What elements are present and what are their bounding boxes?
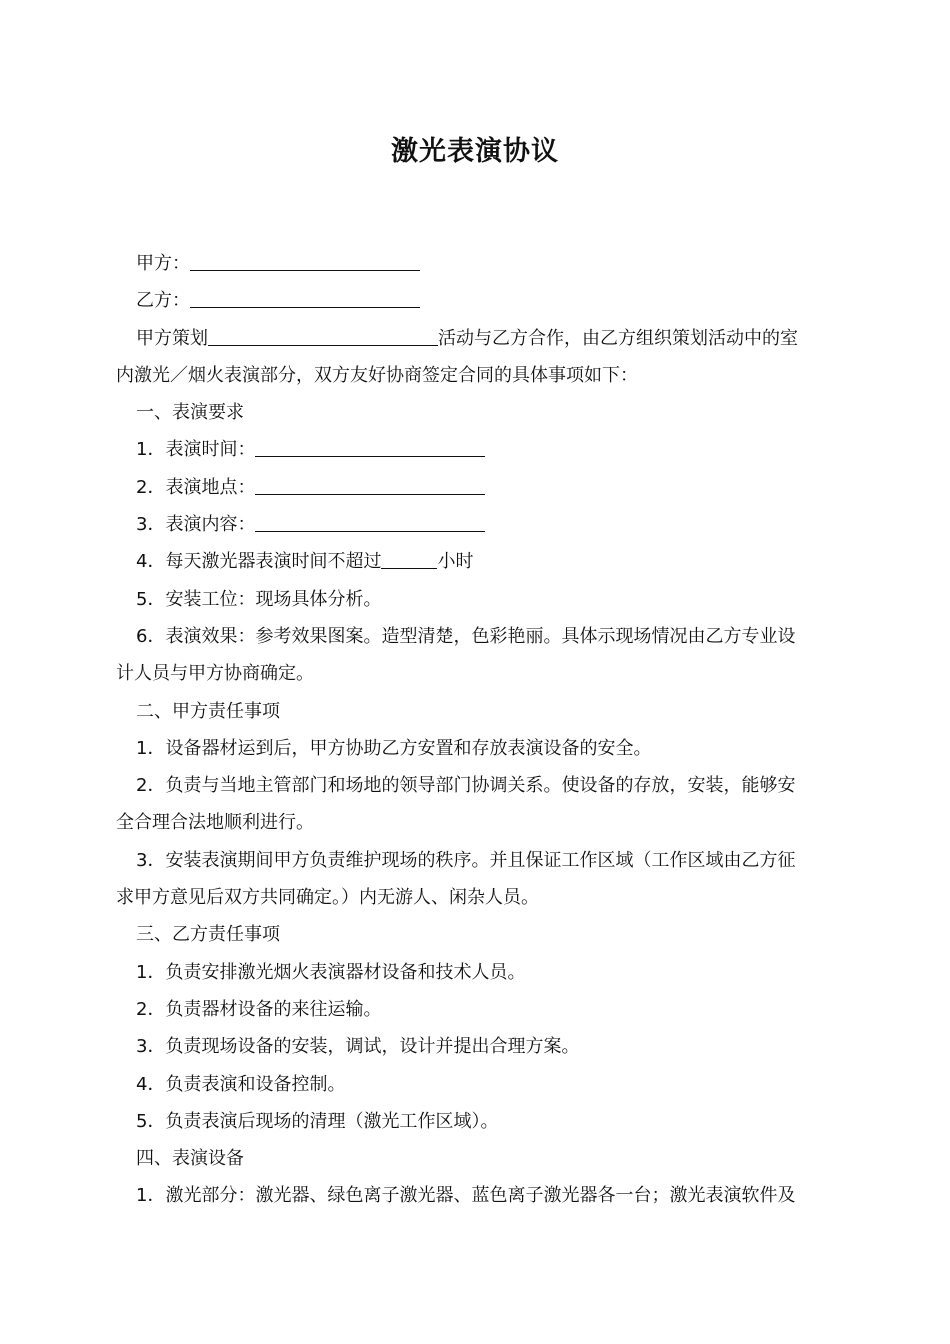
section-3-heading: 三、乙方责任事项 <box>136 924 280 946</box>
party-b-blank[interactable] <box>190 285 420 308</box>
sec1-item1 <box>116 431 836 468</box>
sec1-item2 <box>116 469 836 506</box>
sec1-item4 <box>116 543 836 580</box>
sec1-item2-label: 2．表演地点： <box>136 476 256 498</box>
sec1-item1-label: 1．表演时间： <box>136 439 256 461</box>
sec3-item2: 2．负责器材设备的来往运输。 <box>136 998 382 1020</box>
intro-before: 甲方策划 <box>136 327 208 349</box>
party-a-blank[interactable] <box>190 248 420 271</box>
sec3-item3: 3．负责现场设备的安装，调试，设计并提出合理方案。 <box>136 1036 580 1058</box>
intro-line2: 内激光／烟火表演部分，双方友好协商签定合同的具体事项如下： <box>116 364 638 386</box>
sec2-item3-line2: 求甲方意见后双方共同确定。）内无游人、闲杂人员。 <box>116 887 539 909</box>
document-title: 激光表演协议 <box>391 136 559 167</box>
sec2-item3-line1: 3．安装表演期间甲方负责维护现场的秩序。并且保证工作区域（工作区域由乙方征 <box>136 849 796 871</box>
party-a-label: 甲方： <box>136 253 190 274</box>
sec1-item3 <box>116 506 836 543</box>
performance-time-blank[interactable] <box>255 434 485 457</box>
section-2-heading: 二、甲方责任事项 <box>136 700 280 722</box>
sec3-item4: 4．负责表演和设备控制。 <box>136 1073 346 1095</box>
sec2-item2-line1: 2．负责与当地主管部门和场地的领导部门协调关系。使设备的存放，安装，能够安 <box>136 775 796 797</box>
sec4-item1: 1．激光部分：激光器、绿色离子激光器、蓝色离子激光器各一台；激光表演软件及 <box>136 1185 796 1207</box>
party-a-line <box>116 245 836 282</box>
activity-name-blank[interactable] <box>208 323 438 346</box>
party-b-label: 乙方： <box>136 290 190 312</box>
sec2-item2 <box>116 767 836 842</box>
sec1-item4-after: 小时 <box>437 551 474 573</box>
document-body <box>116 245 836 1215</box>
performance-location-blank[interactable] <box>255 472 485 495</box>
sec3-item1: 1．负责安排激光烟火表演器材设备和技术人员。 <box>136 961 526 983</box>
section-4-heading: 四、表演设备 <box>136 1148 244 1170</box>
intro-after: 活动与乙方合作，由乙方组织策划活动中的室 <box>438 327 798 349</box>
section-1-heading: 一、表演要求 <box>136 402 244 424</box>
performance-content-blank[interactable] <box>255 509 485 532</box>
sec2-item2-line2: 全合理合法地顺利进行。 <box>116 812 314 834</box>
sec1-item5: 5．安装工位：现场具体分析。 <box>136 588 382 610</box>
sec3-item5: 5．负责表演后现场的清理（激光工作区域）。 <box>136 1110 499 1132</box>
party-b-line <box>116 282 836 319</box>
hours-blank[interactable] <box>381 546 437 569</box>
sec1-item4-before: 4．每天激光器表演时间不超过 <box>136 551 382 573</box>
sec1-item6 <box>116 618 836 693</box>
sec2-item3 <box>116 842 836 917</box>
sec2-item1: 1．设备器材运到后，甲方协助乙方安置和存放表演设备的安全。 <box>136 737 652 759</box>
sec1-item3-label: 3．表演内容： <box>136 514 256 536</box>
sec1-item6-line2: 计人员与甲方协商确定。 <box>116 663 314 685</box>
sec1-item6-line1: 6．表演效果：参考效果图案。造型清楚，色彩艳丽。具体示现场情况由乙方专业设 <box>136 625 796 647</box>
intro-paragraph <box>116 320 836 395</box>
